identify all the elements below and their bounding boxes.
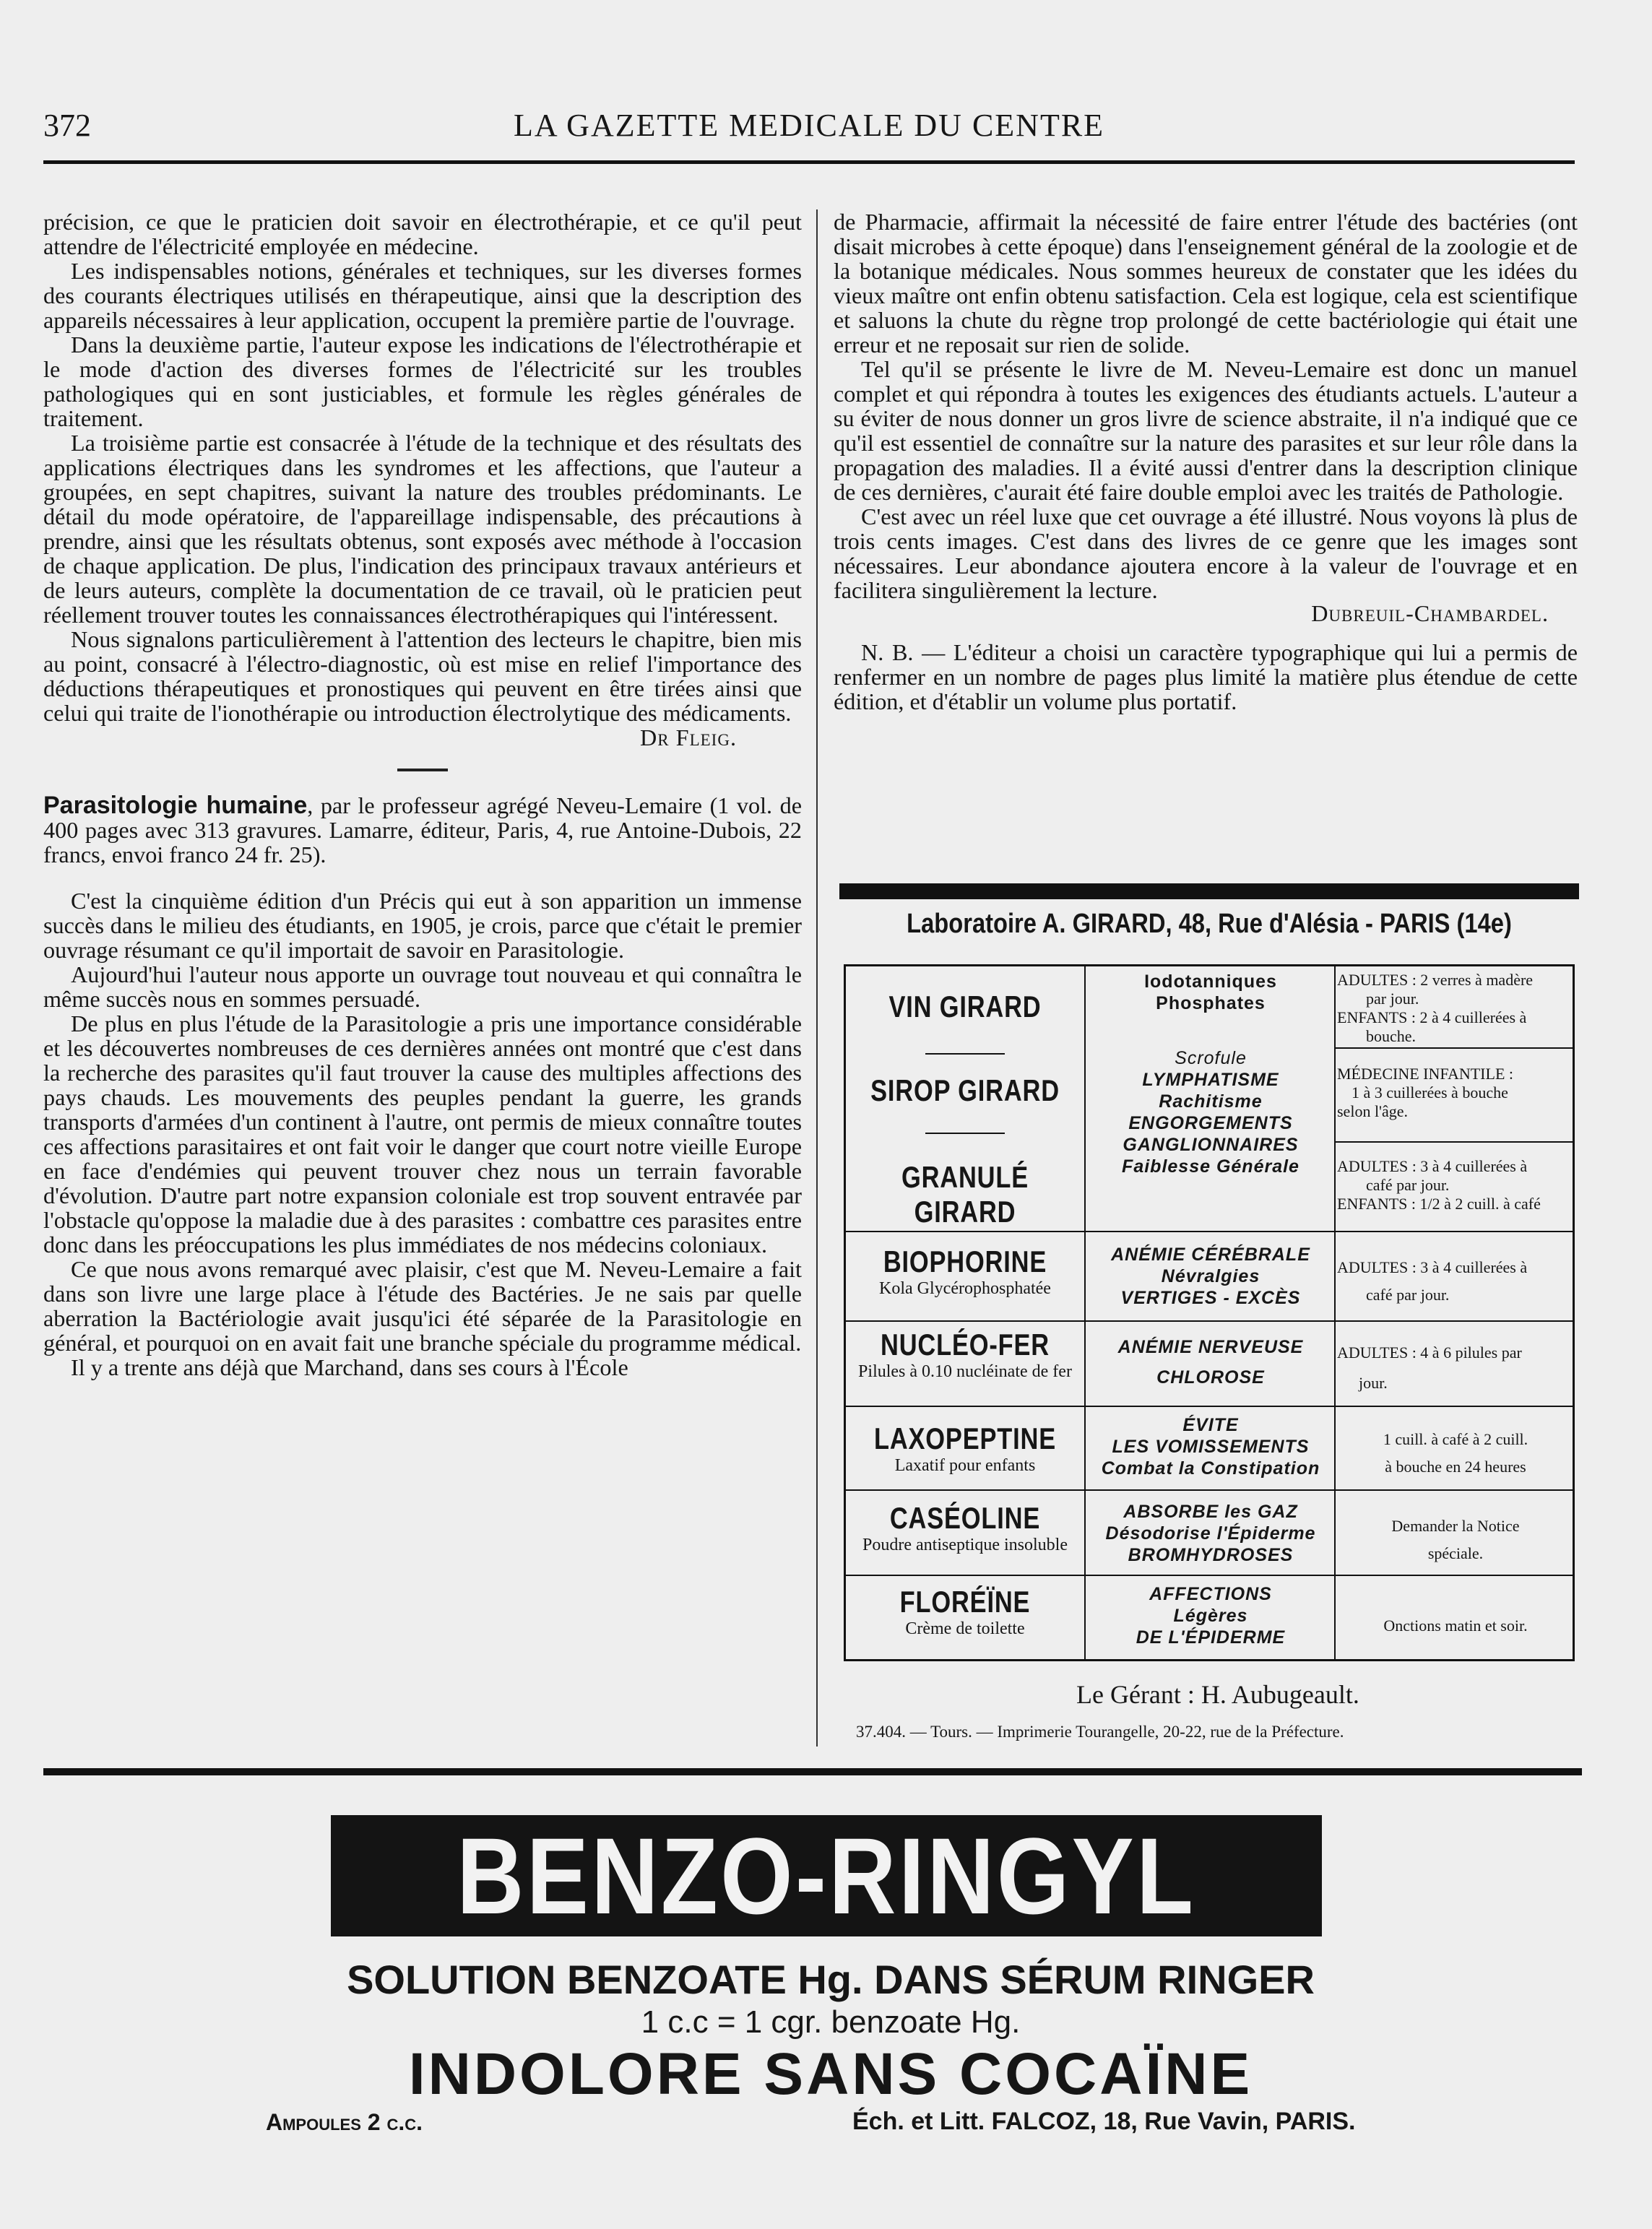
product-floreine	[846, 1585, 1084, 1638]
indication-text: ENGORGEMENTS	[1128, 1113, 1293, 1133]
indication-text: Iodotanniques	[1144, 971, 1277, 992]
dosage-text: bouche.	[1366, 1027, 1417, 1045]
indication-group	[1088, 1414, 1333, 1479]
indication-text: ABSORBE les GAZ	[1123, 1502, 1298, 1522]
dosage-text: ENFANTS : 2 à 4 cuillerées à	[1337, 1008, 1527, 1026]
indication-text: Légères	[1173, 1606, 1248, 1626]
dosage-text: café par jour.	[1366, 1286, 1450, 1304]
product-name: SIROP GIRARD	[870, 1073, 1060, 1107]
dosage-text: Demander la Notice	[1391, 1517, 1520, 1535]
page-number: 372	[43, 108, 91, 143]
dosage-text: spéciale.	[1427, 1544, 1484, 1562]
indication-text: Désodorise l'Épiderme	[1105, 1523, 1316, 1544]
product-name: LAXOPEPTINE	[873, 1421, 1057, 1455]
table-divider	[1084, 966, 1086, 1659]
dosage-text: jour.	[1359, 1374, 1388, 1392]
dosage-block	[1337, 1065, 1574, 1121]
table-divider	[846, 1231, 1573, 1232]
dosage-text: 1 à 3 cuillerées à bouche	[1352, 1083, 1508, 1101]
dosage-text: selon l'âge.	[1337, 1102, 1409, 1120]
laboratory-name: Laboratoire A. GIRARD, 48, Rue d'Alésia - PARIS (14e)	[907, 909, 1512, 939]
indication-text: Scrofule	[1175, 1048, 1247, 1068]
dosage-block	[1337, 971, 1574, 1046]
benzo-ringyl-banner	[331, 1815, 1322, 1936]
dosage-block	[1337, 1157, 1574, 1213]
indication-group	[1088, 971, 1333, 1014]
table-divider	[846, 1320, 1573, 1322]
book-details: , par le professeur agrégé Neveu-Lemaire (1 vol. de 400 pages avec 313 gravures. Lamarre, éditeur, Paris, 4, rue Antoine-Dubois, 22 francs, envoi franco 24 fr. 25).	[43, 792, 802, 867]
indication-group	[1088, 1501, 1333, 1566]
paragraph: de Pharmacie, affirmait la nécessité de faire entrer l'étude des bactéries (ont disait microbes à cette époque) dans l'enseignement général de la zoologie et de la botanique médicales. Nous sommes heureux de constater que les idées du vieux maître ont enfin obtenu satisfaction. Cela est logique, cela est scientifique et saluons la chute du règne trop prolongé de cette bactériologie qui était une erreur et ne reposait sur rien de solide.	[834, 209, 1578, 358]
ad-separator-rule	[43, 1768, 1582, 1775]
product-name: VIN GIRARD	[888, 990, 1042, 1023]
dosage-text: ADULTES : 3 à 4 cuillerées à	[1337, 1157, 1528, 1175]
dosage-text: ADULTES : 2 verres à madère	[1337, 971, 1534, 989]
product-description: Pilules à 0.10 nucléinate de fer	[858, 1362, 1072, 1381]
dosage-text: ENFANTS : 1/2 à 2 cuill. à café	[1337, 1195, 1541, 1213]
gerant-line: Le Gérant : H. Aubugeault.	[1076, 1680, 1359, 1709]
left-column	[43, 209, 802, 1380]
ad-line-dosage: 1 c.c = 1 cgr. benzoate Hg.	[641, 2004, 1021, 2040]
paragraph: C'est avec un réel luxe que cet ouvrage a été illustré. Nous voyons là plus de trois cents images. C'est dans des livres de ce genre que les images sont nécessaires. Leur abondance ajoutera encore à la valeur de l'ouvrage et en facilitera singulièrement la lecture.	[834, 503, 1578, 603]
column-rule	[816, 209, 818, 1747]
indication-group	[1088, 1336, 1333, 1388]
brand-name: BENZO-RINGYL	[457, 1815, 1196, 1936]
product-caseoline	[846, 1501, 1084, 1554]
paragraph: précision, ce que le praticien doit savoir en électrothérapie, et ce qu'il peut attendre de l'électricité employée en médecine.	[43, 209, 802, 259]
indication-text: ÉVITE	[1182, 1415, 1239, 1435]
nota-bene: N. B. — L'éditeur a choisi un caractère typographique qui lui a permis de renfermer en un nombre de pages plus limité la matière plus étendue de cette édition, et d'établir un volume plus portatif.	[834, 639, 1578, 714]
indication-text: Névralgies	[1161, 1266, 1260, 1286]
product-vin-girard	[846, 990, 1084, 1024]
ad-ampoules: Ampoules 2 c.c.	[266, 2109, 423, 2135]
product-description: Laxatif pour enfants	[894, 1456, 1036, 1475]
indication-text: GANGLIONNAIRES	[1123, 1135, 1299, 1155]
product-biophorine	[846, 1245, 1084, 1298]
table-divider	[846, 1406, 1573, 1407]
product-name: CASÉOLINE	[889, 1501, 1041, 1535]
indication-text: DE L'ÉPIDERME	[1136, 1627, 1286, 1648]
paragraph: Aujourd'hui l'auteur nous apporte un ouvrage tout nouveau et qui connaîtra le même succès nous en sommes persuadé.	[43, 961, 802, 1012]
paragraph: La troisième partie est consacrée à l'étude de la technique et des résultats des applications électriques dans les syndromes et les affections, que l'auteur a groupées, en sept chapitres, suivant la nature des troubles prédominants. Le détail du mode opératoire, de l'appareillage indispensable, des précautions à prendre, ainsi que les résultats obtenus, sont exposés avec méthode à l'occasion de chaque application. De plus, l'indication des principaux travaux antérieurs et de leurs auteurs, complète la documentation de ce travail, où le praticien peut réellement trouver toutes les connaissances électrothérapiques qui l'intéressent.	[43, 430, 802, 628]
journal-title: LA GAZETTE MEDICALE DU CENTRE	[513, 108, 1105, 143]
divider	[925, 1133, 1005, 1134]
paragraph: Dans la deuxième partie, l'auteur expose les indications de l'électrothérapie et le mode d'action des diverses formes de l'électricité sur les troubles pathologiques qui en sont justiciables, et formule les règles générales de traitement.	[43, 332, 802, 431]
paragraph: Nous signalons particulièrement à l'attention des lecteurs le chapitre, bien mis au point, consacré à l'électro-diagnostic, où est mise en relief l'importance des déductions thérapeutiques et pronostiques qui peuvent en être tirées ainsi que celui qui traite de l'ionothérapie ou introduction électrolytique des médicaments.	[43, 626, 802, 726]
table-divider	[846, 1489, 1573, 1491]
printer-line: 37.404. — Tours. — Imprimerie Tourangelle, 20-22, rue de la Préfecture.	[856, 1723, 1344, 1741]
indication-text: VERTIGES - EXCÈS	[1120, 1288, 1301, 1308]
paragraph: Tel qu'il se présente le livre de M. Neveu-Lemaire est donc un manuel complet et qui répondra à toutes les exigences des étudiants actuels. L'auteur a su éviter de nous donner un gros livre de science abstraite, il n'a indiqué que ce qu'il est essentiel de connaître sur la nature des parasites et sur leur rôle dans la propagation des maladies. Il a évité aussi d'entrer dans la description clinique de ces dernières, c'aurait été faire double emploi avec les traités de Pathologie.	[834, 356, 1578, 505]
indication-text: BROMHYDROSES	[1128, 1545, 1294, 1565]
ad-line-solution: SOLUTION BENZOATE Hg. DANS SÉRUM RINGER	[347, 1957, 1315, 2002]
product-description: Crème de toilette	[905, 1619, 1025, 1638]
dosage-text: 1 cuill. à café à 2 cuill.	[1383, 1430, 1528, 1448]
dosage-block	[1337, 1512, 1574, 1567]
indication-text: ANÉMIE CÉRÉBRALE	[1111, 1245, 1310, 1265]
product-name: NUCLÉO-FER	[881, 1328, 1050, 1362]
paragraph: De plus en plus l'étude de la Parasitologie a pris une importance considérable et les découvertes nombreuses de ces dernières années ont montré que c'est dans la recherche des parasites qu'il faut trouver la cause des multiples affections des pays chauds. Les mouvements des peuples pendant la guerre, les grands transports d'armées d'un continent à l'autre, ont permis de mieux connaître toutes ces affections parasitaires et ont fait voir le danger que court notre vieille Europe en face d'endémies qui peuvent trouver chez nous un terrain favorable d'évolution. D'autre part notre expansion coloniale est trop souvent entravée par l'obstacle qu'oppose la maladie due à des parasites : combattre ces parasites entre donc dans les préoccupations les plus immédiates de nos médecins coloniaux.	[43, 1010, 802, 1258]
indication-group	[1088, 1244, 1333, 1309]
book-reference	[43, 793, 802, 867]
product-nucleo-fer	[846, 1328, 1084, 1381]
product-name: FLORÉÏNE	[899, 1585, 1031, 1619]
dosage-text: Onctions matin et soir.	[1383, 1616, 1528, 1635]
paragraph: C'est la cinquième édition d'un Précis qui eut à son apparition un immense succès dans le milieu des étudiants, en 1905, je crois, parce que c'était le premier ouvrage résumant ce qu'il importait de savoir en Parasitologie.	[43, 888, 802, 963]
dosage-block	[1337, 1254, 1574, 1309]
product-name: GRANULÉ GIRARD	[901, 1160, 1029, 1229]
header-rule	[43, 160, 1575, 164]
dosage-block	[1337, 1426, 1574, 1481]
indication-text: LYMPHATISME	[1142, 1070, 1279, 1090]
product-description: Kola Glycérophosphatée	[879, 1279, 1051, 1298]
dosage-text: à bouche en 24 heures	[1385, 1458, 1526, 1476]
right-column	[834, 209, 1578, 714]
dosage-text: ADULTES : 4 à 6 pilules par	[1337, 1343, 1522, 1362]
product-sirop-girard	[846, 1073, 1084, 1108]
paragraph: Il y a trente ans déjà que Marchand, dans ses cours à l'École	[71, 1354, 628, 1380]
table-divider	[846, 1575, 1573, 1576]
dosage-block	[1337, 1616, 1574, 1635]
table-divider	[1334, 1047, 1573, 1049]
product-name: BIOPHORINE	[883, 1245, 1047, 1278]
ad-contact: Éch. et Litt. FALCOZ, 18, Rue Vavin, PARIS.	[852, 2108, 1356, 2135]
product-granule-girard	[846, 1160, 1084, 1229]
indication-text: Faiblesse Générale	[1122, 1156, 1299, 1177]
indication-text: Combat la Constipation	[1101, 1458, 1320, 1479]
book-title: Parasitologie humaine	[43, 792, 308, 819]
product-laxopeptine	[846, 1421, 1084, 1475]
dosage-text: café par jour.	[1366, 1176, 1450, 1194]
girard-product-table	[844, 964, 1575, 1661]
indication-group	[1088, 1583, 1333, 1648]
paragraph: Ce que nous avons remarqué avec plaisir, c'est que M. Neveu-Lemaire a fait dans son livre une large place à l'étude des Bactéries. Je ne sais par quelle aberration la Bactériologie avait jusqu'ici été séparée de la Parasitologie en général, et pourquoi on en avait fait une branche spéciale du programme médical.	[43, 1256, 802, 1356]
paragraph: Les indispensables notions, générales et techniques, sur les diverses formes des courants électriques utilisés en thérapeutique, ainsi que la description des appareils nécessaires à leur application, occupent la première partie de l'ouvrage.	[43, 258, 802, 333]
indication-text: ANÉMIE NERVEUSE	[1117, 1337, 1304, 1357]
indication-text: LES VOMISSEMENTS	[1112, 1437, 1310, 1457]
dosage-text: MÉDECINE INFANTILE :	[1337, 1065, 1513, 1083]
indication-text: Phosphates	[1156, 993, 1266, 1013]
dosage-text: par jour.	[1366, 990, 1419, 1008]
signature: Dr Fleig.	[640, 724, 737, 750]
indication-text: CHLOROSE	[1156, 1367, 1265, 1388]
table-divider	[1334, 966, 1336, 1659]
ad-line-indolore: INDOLORE SANS COCAÏNE	[408, 2041, 1253, 2107]
product-description: Poudre antiseptique insoluble	[862, 1536, 1068, 1554]
dosage-block	[1337, 1338, 1574, 1398]
page-header	[43, 107, 1575, 150]
indication-text: Rachitisme	[1159, 1091, 1263, 1112]
indication-group	[1088, 1047, 1333, 1177]
table-divider	[1334, 1141, 1573, 1143]
indication-text: AFFECTIONS	[1149, 1584, 1272, 1604]
dosage-text: ADULTES : 3 à 4 cuillerées à	[1337, 1258, 1528, 1276]
divider	[925, 1053, 1005, 1055]
ad-top-bar	[839, 883, 1579, 899]
signature: Dubreuil-Chambardel.	[1311, 600, 1549, 626]
divider	[397, 769, 448, 771]
